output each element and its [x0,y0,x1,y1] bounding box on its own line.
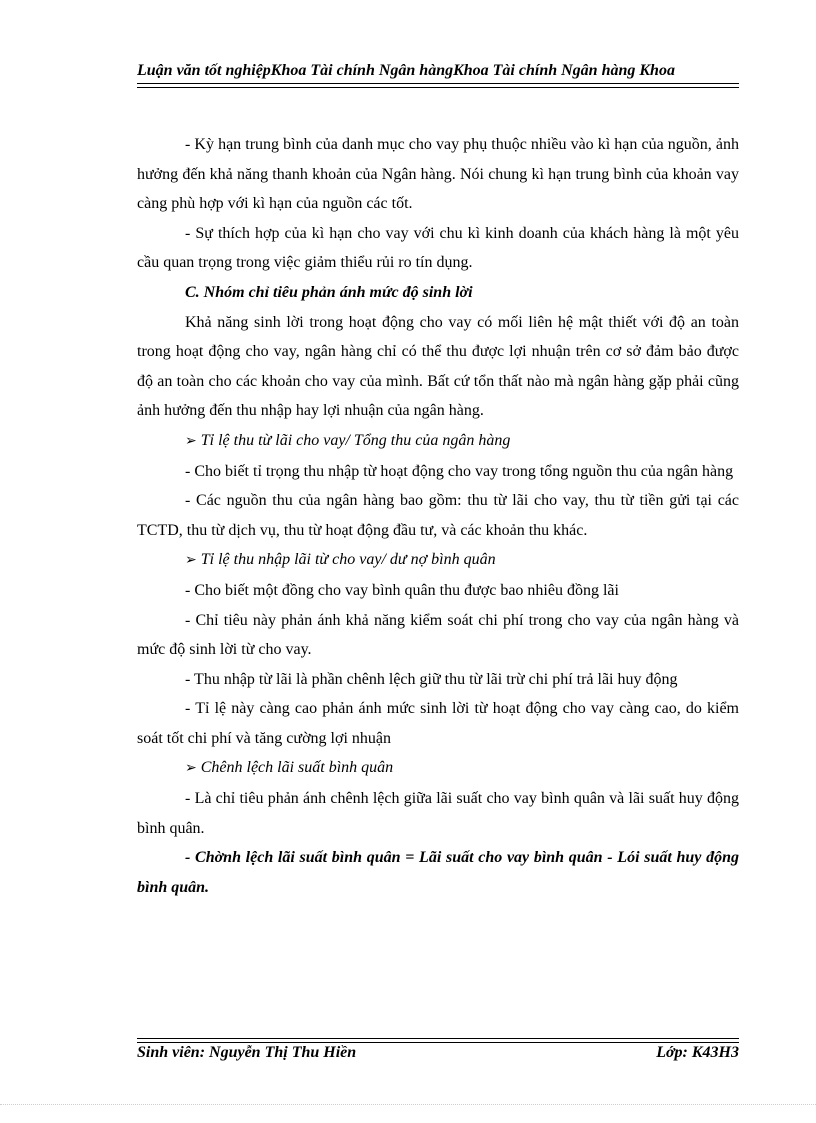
paragraph-higher-ratio: - Tỉ lệ này càng cao phản ánh mức sinh lời từ hoạt động cho vay càng cao, do kiểm soát tốt chi phí và tăng cường lợi nhuận [137,700,739,747]
footer-rule [137,1038,739,1043]
subheading-text: Tỉ lệ thu nhập lãi từ cho vay/ dư nợ bình quân [200,551,496,569]
paragraph-spread-definition: - Là chỉ tiêu phản ánh chênh lệch giữa lãi suất cho vay bình quân và lãi suất huy động bình quân. [137,790,739,837]
subheading-interest-to-loans [137,545,739,576]
footer-class: Lớp: K43H3 [656,1044,739,1061]
footer-student-name: Sinh viên: Nguyễn Thị Thu Hiền [137,1044,357,1061]
paragraph-interest-spread: - Thu nhập từ lãi là phần chênh lệch giữ thu từ lãi trừ chi phí trả lãi huy động [185,670,678,688]
document-body [137,130,739,902]
section-heading-c: C. Nhóm chỉ tiêu phản ánh mức độ sinh lời [185,283,473,301]
subheading-text: Tỉ lệ thu từ lãi cho vay/ Tổng thu của ngân hàng [200,431,511,449]
paragraph-income-sources: - Các nguồn thu của ngân hàng bao gồm: thu từ lãi cho vay, thu từ tiền gửi tại các TCTD, thu từ dịch vụ, thu từ hoạt động đầu tư, và các khoản thu khác. [137,492,739,539]
arrow-bullet-icon: ➢ [185,553,197,569]
arrow-bullet-icon: ➢ [185,433,197,449]
paragraph-term-average: - Kỳ hạn trung bình của danh mục cho vay phụ thuộc nhiều vào kì hạn của nguồn, ảnh hưởng đến khả năng thanh khoản của Ngân hàng. Nói chung kì hạn trung bình của khoản vay càng phù hợp với kì hạn của nguồn các tốt. [137,136,739,213]
subheading-interest-income-ratio [137,426,739,457]
paragraph-interest-per-unit: - Cho biết một đồng cho vay bình quân thu được bao nhiêu đồng lãi [185,581,619,599]
header-rule [137,83,739,88]
paragraph-profitability-intro: Khả năng sinh lời trong hoạt động cho vay có mối liên hệ mật thiết với độ an toàn trong hoạt động cho vay, ngân hàng chỉ có thể thu được lợi nhuận trên cơ sở đảm bảo được độ an toàn cho các khoản cho vay của mình. Bất cứ tổn thất nào mà ngân hàng gặp phải cũng ảnh hưởng đến thu nhập hay lợi nhuận của ngân hàng. [137,313,739,420]
paragraph-income-share: - Cho biết tỉ trọng thu nhập từ hoạt động cho vay trong tổng nguồn thu của ngân hàng [185,462,734,480]
paragraph-term-fit: - Sự thích hợp của kì hạn cho vay với chu kì kinh doanh của khách hàng là một yêu cầu quan trọng trong việc giảm thiểu rủi ro tín dụng. [137,224,739,272]
arrow-bullet-icon: ➢ [185,761,197,777]
page-bottom-border [0,1104,816,1105]
paragraph-cost-control: - Chỉ tiêu này phản ánh khả năng kiểm soát chi phí trong cho vay của ngân hàng và mức độ sinh lời từ cho vay. [137,611,739,659]
subheading-text: Chênh lệch lãi suất bình quân [200,759,394,777]
subheading-rate-spread [137,753,739,784]
formula-rate-spread: - Chờnh lệch lãi suất bình quân = Lãi suất cho vay bình quân - Lói suất huy động bình quân. [137,849,739,896]
running-header: Luận văn tốt nghiệpKhoa Tài chính Ngân hàngKhoa Tài chính Ngân hàng Khoa [137,62,675,79]
